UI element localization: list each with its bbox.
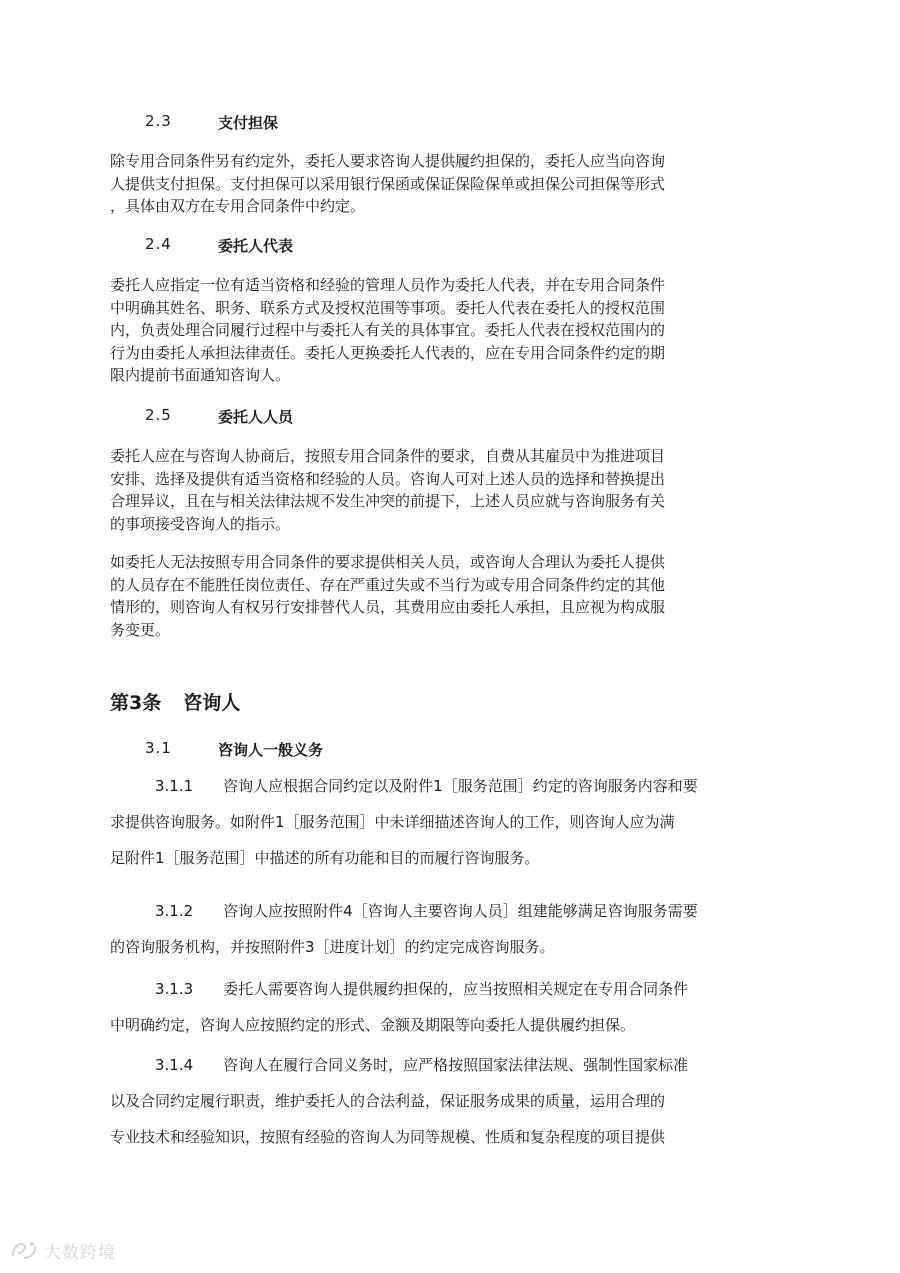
clause-3-1-4: 3.1.4 咨询人在履行合同义务时，应严格按照国家法律法规、强制性国家标准 以及合同约定履行职责，维护委托人的合法利益，保证服务成果的质量，运用合理的 专业技术和经验知识，按照有经验的咨询人为同等规模、性质和复杂程度的项目提供 <box>110 1056 689 1146</box>
clause-3-1-3: 3.1.3 委托人需要咨询人提供履约担保的，应当按照相关规定在专用合同条件 中明确约定，咨询人应按照约定的形式、金额及期限等向委托人提供履约担保。 <box>110 980 689 1034</box>
article-heading-3 <box>110 688 240 715</box>
section-number: 2.5 <box>145 406 172 424</box>
article-number: 第3条 <box>110 692 162 714</box>
section-number: 3.1 <box>145 739 172 757</box>
brand-logo-icon <box>10 1239 40 1261</box>
watermark-text: 大数跨境 <box>44 1242 116 1263</box>
clause-3-1-2: 3.1.2 咨询人应按照附件4［咨询人主要咨询人员］组建能够满足咨询服务需要 的咨询服务机构，并按照附件3［进度计划］的约定完成咨询服务。 <box>110 902 698 956</box>
paragraph-2-4: 委托人应指定一位有适当资格和经验的管理人员作为委托人代表，并在专用合同条件 中明确其姓名、职务、联系方式及授权范围等事项。委托人代表在委托人的授权范围 内，负责处理合同履行过程中与委托人有关的具体事宜。委托人代表在授权范围内的 行为由委托人承担法律责任。委托人更换委托人代表的，应在专用合同条件约定的期 限内提前书面通知咨询人。 <box>110 276 666 384</box>
paragraph-2-3: 除专用合同条件另有约定外，委托人要求咨询人提供履约担保的，委托人应当向咨询 人提供支付担保。支付担保可以采用银行保函或保证保险保单或担保公司担保等形式 ，具体由双方在专用合同条件中约定。 <box>110 152 666 215</box>
section-title: 委托人代表 <box>218 237 294 255</box>
section-number: 2.3 <box>145 112 172 130</box>
paragraph-2-5-a: 委托人应在与咨询人协商后，按照专用合同条件的要求，自费从其雇员中为推进项目 安排、选择及提供有适当资格和经验的人员。咨询人可对上述人员的选择和替换提出 合理异议，且在与相关法律法规不发生冲突的前提下，上述人员应就与咨询服务有关 的事项接受咨询人的指示。 <box>110 447 666 533</box>
section-title: 咨询人一般义务 <box>218 741 324 759</box>
paragraph-2-5-b: 如委托人无法按照专用合同条件的要求提供相关人员，或咨询人合理认为委托人提供 的人员存在不能胜任岗位责任、存在严重过失或不当行为或专用合同条件约定的其他 情形的，则咨询人有权另行安排替代人员，其费用应由委托人承担，且应视为构成服 务变更。 <box>110 553 666 639</box>
section-title: 支付担保 <box>218 114 279 132</box>
watermark <box>10 1238 116 1262</box>
section-title: 委托人人员 <box>218 408 294 426</box>
clause-3-1-1: 3.1.1 咨询人应根据合同约定以及附件1［服务范围］约定的咨询服务内容和要 求提供咨询服务。如附件1［服务范围］中未详细描述咨询人的工作，则咨询人应为满 足附件1［服务范围］中描述的所有功能和目的而履行咨询服务。 <box>110 777 698 867</box>
section-number: 2.4 <box>145 235 172 253</box>
article-title: 咨询人 <box>183 692 241 714</box>
